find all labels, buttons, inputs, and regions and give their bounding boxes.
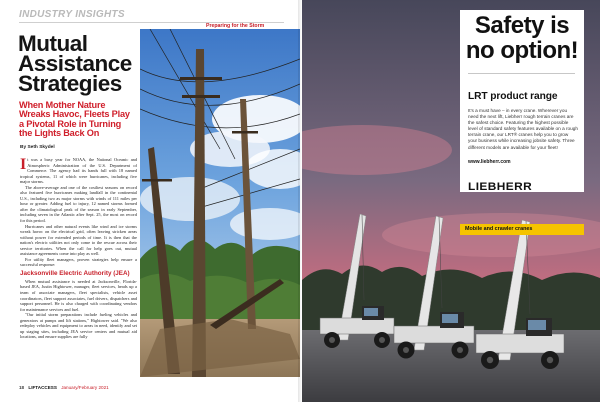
title-line: Assistance xyxy=(18,50,132,76)
article-subtitle xyxy=(19,101,137,139)
ad-headline-line: Safety is xyxy=(474,12,570,39)
body-paragraph: "Our initial storm preparations include fueling vehicles and generators at pumps and lift stations," Hightower said. "We also redeploy vehicles and equipment to areas in need, identify and set up staging sites, including JEA service centers and mutual aid locations, and ensure supplies are fully xyxy=(20,312,137,340)
ad-divider xyxy=(468,73,575,74)
ad-headline-line: no option! xyxy=(465,36,579,64)
advertisement-page xyxy=(302,0,600,402)
article-title xyxy=(18,31,143,96)
ad-copy-panel xyxy=(460,10,584,192)
paragraph-text: t was a busy year for NOAA, the National Oceanic and Atmospheric Administration of the U.S. Department of Commerce. The agency had its hands full with 18 named tropical systems, 11 of which were hurricanes, including five major storms. xyxy=(20,157,137,185)
page-footer xyxy=(19,385,109,393)
issue-date: January/February 2021 xyxy=(61,385,109,390)
ad-website-link[interactable]: www.liebherr.com xyxy=(468,159,511,165)
utility-pole-photo xyxy=(140,29,300,377)
ad-category-label: Mobile and crawler cranes xyxy=(465,226,533,232)
body-paragraph: When mutual assistance is needed at Jacksonville, Florida-based JEA, Justin Hightower, manager, fleet services, heads up a team of associate managers, fleet specialists, vehicle asset coordinators, fleet support associates, fuel drivers, dispatchers and support personnel. He is also charged with coordinating vendors for maintenance services and fuel. xyxy=(20,278,137,312)
magazine-brand: LIFTACCESS xyxy=(28,385,57,390)
section-label: INDUSTRY INSIGHTS xyxy=(19,9,125,20)
title-line: Strategies xyxy=(18,70,122,96)
ad-body-text: It's a must have – in every crane. Wherever you need the next lift, Liebherr rough terrain cranes are the safest choice. Featuring the highest possible level of standard safety features available on a rough terrain crane, our LRT® cranes help you to grow your business while increasing jobsite safety. Three different models are available for your fleet! xyxy=(468,108,578,150)
ad-headline xyxy=(462,14,582,63)
liebherr-logo: LIEBHERR xyxy=(468,181,533,193)
page-number: 18 xyxy=(19,385,25,390)
body-paragraph xyxy=(20,157,137,185)
subtitle-line: When Mother Nature xyxy=(19,100,106,110)
subtitle-line: the Lights Back On xyxy=(19,128,100,139)
title-line: Mutual xyxy=(18,31,88,56)
byline: By Seth Skydel xyxy=(20,145,55,150)
subtitle-line: a Pivotal Role in Turning xyxy=(19,118,122,129)
article-subhead: Jacksonville Electric Authority (JEA) xyxy=(20,269,130,277)
body-paragraph: For utility fleet managers, proven strategies help ensure a successful response: xyxy=(20,256,137,268)
subtitle-line: Wreaks Havoc, Fleets Play xyxy=(19,109,130,120)
article-kicker: Preparing for the Storm xyxy=(206,23,265,29)
ad-category-tag xyxy=(460,224,584,235)
drop-cap: I xyxy=(20,156,27,173)
body-paragraph: The above-average and one of the costliest seasons on record also featured five hurricanes making landfall in the continental U.S., including two as major storms with winds of 111 miles per hour or greater. Adding fuel to injury, 12 named storms formed after the climatological peak of the season in early September, including seven in the Atlantic after Sept. 25, the most on record for this period. xyxy=(20,184,137,224)
article-body xyxy=(20,157,137,340)
body-paragraph: Hurricanes and other natural events like wind and ice storms wreak havoc on the electrical grid, often leaving stricken areas without power for extended periods of time. It is then that the nation's electric utilities not only come to the rescue across their service territories. When the call for help goes out, mutual assistance agreements come into play as well. xyxy=(20,223,137,257)
ad-product-title: LRT product range xyxy=(468,91,558,102)
